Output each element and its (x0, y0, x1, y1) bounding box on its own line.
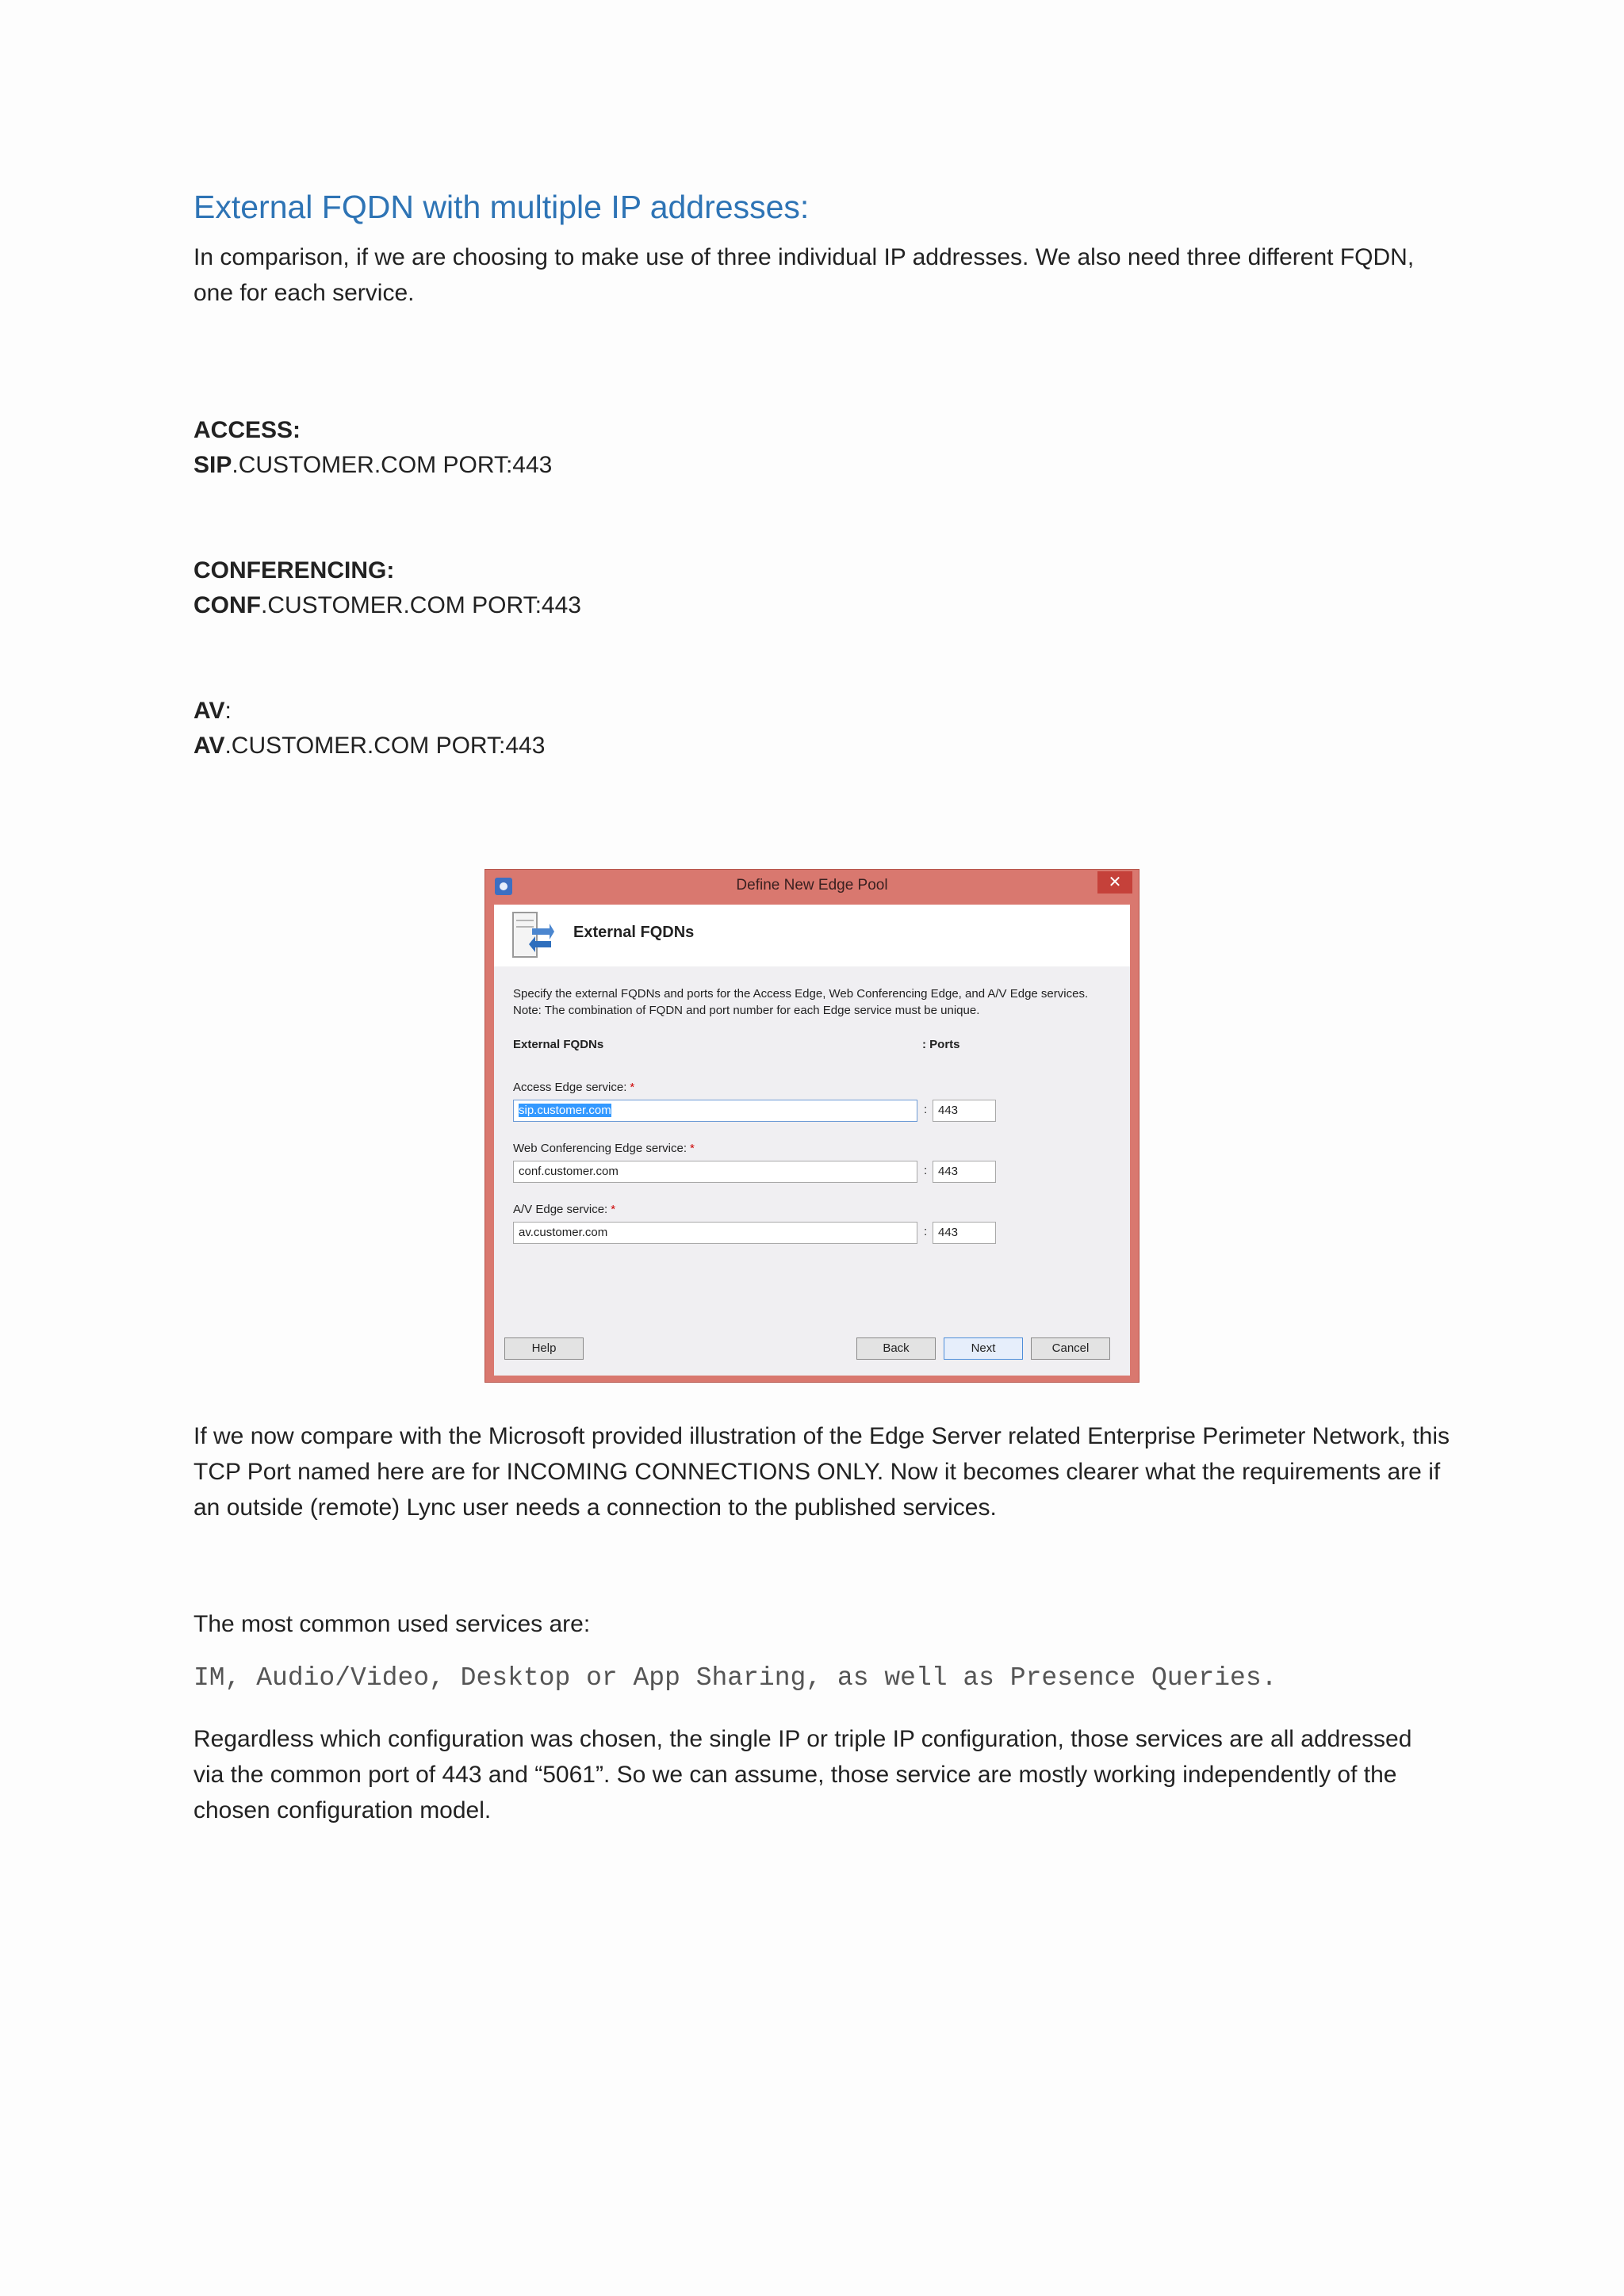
conferencing-title-text: CONFERENCING: (193, 557, 395, 584)
help-button[interactable]: Help (504, 1337, 584, 1360)
av-fqdn (193, 728, 545, 763)
av-title-suffix: : (224, 698, 232, 724)
conferencing-fqdn (193, 587, 581, 623)
cancel-button[interactable]: Cancel (1031, 1337, 1110, 1360)
intro-paragraph: In comparison, if we are choosing to make use of three individual IP addresses. We also need three different FQDN, one for each service. (193, 244, 1415, 306)
av-title-text: AV (193, 698, 225, 724)
av-title (193, 693, 232, 729)
access-prefix: SIP (193, 452, 232, 478)
dialog-header (494, 905, 1130, 966)
regardless-paragraph: Regardless which configuration was chosen, the single IP or triple IP configuration, those services are all addressed via the common port of 443 and “5061”. So we can assume, those service are mostly working independently of the chosen configuration model. (193, 1726, 1412, 1823)
conferencing-prefix: CONF (193, 592, 261, 618)
required-marker: * (630, 1081, 635, 1094)
port-separator: : (924, 1103, 928, 1116)
dialog-title: Define New Edge Pool (736, 877, 888, 894)
access-edge-fqdn-value: sip.customer.com (519, 1104, 611, 1117)
web-conf-edge-label-text: Web Conferencing Edge service: (513, 1142, 688, 1155)
access-rest: .CUSTOMER.COM PORT:443 (232, 452, 553, 478)
required-marker: * (690, 1142, 695, 1155)
server-arrows-icon (510, 911, 554, 960)
web-conf-edge-fqdn-input[interactable]: conf.customer.com (513, 1161, 917, 1183)
edge-pool-dialog (485, 869, 1139, 1383)
back-button[interactable]: Back (856, 1337, 936, 1360)
web-conf-edge-port-input[interactable]: 443 (933, 1161, 996, 1183)
close-icon[interactable]: ✕ (1097, 871, 1132, 894)
access-edge-fqdn-input[interactable] (513, 1100, 917, 1122)
dialog-body (494, 966, 1130, 1376)
access-title-text: ACCESS: (193, 417, 301, 443)
av-prefix: AV (193, 733, 225, 759)
compare-paragraph: If we now compare with the Microsoft provided illustration of the Edge Server related Enterprise Perimeter Network, this TCP Port named here are for INCOMING CONNECTIONS ONLY. Now it becomes clearer what the requirements are if an outside (remote) Lync user needs a connection to the published services. (193, 1423, 1450, 1521)
dialog-titlebar (485, 870, 1139, 903)
services-line: IM, Audio/Video, Desktop or App Sharing, as well as Presence Queries. (193, 1663, 1277, 1693)
access-edge-label-text: Access Edge service: (513, 1081, 627, 1094)
port-separator: : (924, 1164, 928, 1177)
section-heading: External FQDN with multiple IP addresses: (193, 189, 810, 225)
access-edge-label (513, 1081, 634, 1094)
av-rest: .CUSTOMER.COM PORT:443 (224, 733, 546, 759)
next-button[interactable]: Next (944, 1337, 1023, 1360)
common-services-intro: The most common used services are: (193, 1611, 591, 1637)
dialog-description: Specify the external FQDNs and ports for the Access Edge, Web Conferencing Edge, and A/V Edge services. Note: The combination of FQDN and port number for each Edge service must be unique. (513, 987, 1089, 1017)
web-conf-edge-label (513, 1142, 695, 1155)
access-title (193, 412, 301, 448)
av-edge-port-input[interactable]: 443 (933, 1222, 996, 1244)
av-edge-label (513, 1203, 615, 1216)
conferencing-title (193, 553, 394, 588)
conferencing-rest: .CUSTOMER.COM PORT:443 (261, 592, 581, 618)
header-title: External FQDNs (573, 924, 695, 941)
col-header-fqdns: External FQDNs (513, 1038, 604, 1051)
required-marker: * (611, 1203, 616, 1216)
av-edge-label-text: A/V Edge service: (513, 1203, 608, 1216)
av-edge-fqdn-input[interactable]: av.customer.com (513, 1222, 917, 1244)
access-edge-port-input[interactable]: 443 (933, 1100, 996, 1122)
port-separator: : (924, 1225, 928, 1238)
col-header-ports: : Ports (922, 1038, 960, 1051)
access-fqdn (193, 447, 552, 483)
